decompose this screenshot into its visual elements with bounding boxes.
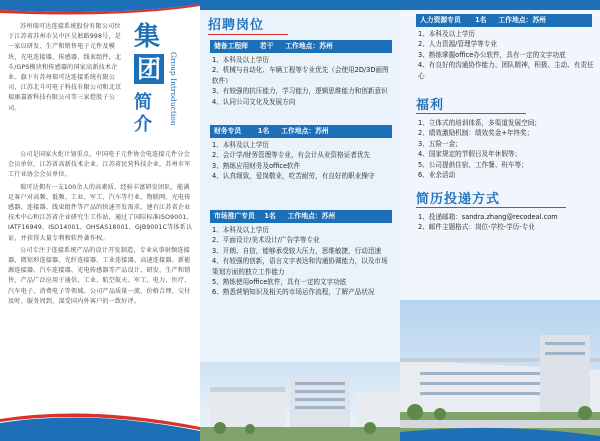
requirement-item: 3、熟练应用财务及office软件 (212, 161, 301, 170)
section-divider (208, 34, 288, 35)
job-title: 市场推广专员 (214, 212, 255, 220)
welfare-list (418, 118, 594, 180)
section-divider (416, 207, 566, 208)
requirement-item: 2、平面设计/美术设计/广告学等专业 (212, 236, 320, 245)
intro-paragraph-3: 瑞可达拥有一支100余人的高素质、经验丰富研发团队，能满足客户对高频、低频、工业、军工、汽车等行业、物联网、光电传感器、连接器、线束组件等产品的快速开发需求，建有江苏省企业技术中心和江苏省企业研究生工作站，通过了国际标准ISO9001、IATF16949、ISO14001、OHSAS18001、GJB9001C等体系认证，并获得大量专利和软件著作权。 (8, 183, 193, 242)
title-english-vertical (166, 52, 180, 152)
job-count: 1名 (257, 127, 270, 135)
job-count: 1名 (474, 16, 487, 24)
title-char-jie: 介 (134, 114, 152, 135)
job-count: 若干 (259, 42, 274, 50)
requirement-item: 2、人力资源/管理学等专业 (418, 40, 497, 49)
panel-company-intro (0, 0, 200, 441)
job-title: 财务专员 (214, 127, 242, 135)
panel-hr-welfare-resume (400, 0, 600, 441)
title-char-tuan: 团 (134, 54, 164, 84)
requirement-item: 1、本科及以上学历 (212, 226, 269, 234)
section-title-jobs: 招聘岗位 (208, 18, 265, 33)
welfare-item: 1、立体式的培训体系，多渠道发展空间； (418, 119, 541, 127)
intro-paragraph-1: 苏州瑞可达连接系统股份有限公司位于江苏省苏州市吴中区吴淞路998号，是一家以研发、生产和销售电子元件及模块，光电连接器、传感器、线束组件，北斗/GPS模块和传感器的国家高新技术企业。旗下有苏州瑞可达连接系统有限公司、江苏北斗可电子科技有限公司和北京瑞康嘉新科技有限公司等三家控股子公司。 (8, 23, 122, 112)
job-requirements-reserve-engineer (212, 55, 394, 107)
title-char-ji: 集 (134, 22, 161, 52)
resume-subject-item: 2、邮件主题格式：岗位-学校-学历-专业 (418, 223, 535, 232)
top-band (400, 0, 600, 10)
factory-building-illustration (200, 362, 400, 441)
requirement-item: 3、有较强的抗压能力，学习能力，逻辑思维能力和创新意识 (212, 87, 388, 96)
job-count: 1名 (264, 212, 276, 220)
requirement-item: 5、熟练使用office软件，具有一定的文字功底 (212, 278, 347, 287)
intro-text-top (8, 22, 126, 116)
job-location: 工作地点：苏州 (285, 42, 333, 50)
requirement-item: 2、会计学/财务管理等专业，有会计从业资格证者优先 (212, 151, 371, 160)
section-title-resume: 简历投递方式 (416, 192, 501, 207)
section-divider (416, 113, 526, 114)
job-location: 工作地点：苏州 (281, 127, 329, 135)
top-wave-decoration (0, 0, 200, 16)
job-title: 储备工程师 (214, 42, 248, 50)
job-title: 人力资源专员 (420, 16, 461, 24)
welfare-item: 2、绩效激励机制：绩效奖金+年终奖； (418, 129, 534, 138)
headquarters-building-illustration (400, 300, 600, 441)
job-location: 工作地点：苏州 (287, 212, 336, 220)
section-title-welfare: 福利 (416, 98, 445, 113)
requirement-item: 4、认真细致，爱岗敬业，吃苦耐劳，有良好的职业操守 (212, 172, 375, 181)
requirement-item: 1、本科及以上学历 (212, 56, 269, 64)
group-intro-title (134, 22, 194, 152)
requirement-item: 3、熟练掌握office办公软件，具有一定的文字功底 (418, 50, 566, 59)
requirement-item: 4、有较强的创新，语言文字表达和沟通协调能力，以及市场策划方面的独立工作能力 (212, 257, 388, 276)
top-band (200, 0, 400, 10)
welfare-item: 3、五险一金； (418, 139, 462, 148)
job-header-hr-specialist (416, 14, 592, 27)
welfare-item: 5、公司提供住宿、工作餐、班车等； (418, 160, 528, 169)
requirement-item: 3、开朗、自信，能够承受较大压力，思维敏捷，行动迅速 (212, 246, 382, 255)
intro-paragraph-2: 公司是国家火炬计划重点，中国电子元件协会电连接元件分会会员单位，江苏省高新技术企业，江苏省民营科技企业，苏州市军工行业协会会员单位。 (8, 151, 191, 179)
job-requirements-finance-specialist (212, 140, 394, 182)
intro-text-body (8, 150, 194, 309)
resume-email-item[interactable]: 1、投递邮箱：sandra.zhang@recodeal.com (418, 213, 558, 221)
resume-methods-list (418, 212, 594, 233)
requirement-item: 2、机械与自动化、车辆工程等专业优先（会使用2D/3D画图软件） (212, 66, 389, 85)
job-requirements-marketing-specialist (212, 225, 394, 298)
job-requirements-hr-specialist (418, 29, 594, 81)
title-char-jian: 简 (134, 92, 152, 113)
job-header-marketing-specialist (210, 210, 392, 223)
bottom-wave-decoration (0, 401, 200, 441)
intro-paragraph-4: 公司专注于连接系统产品的设计开发制造，专业从事射频连接器、微矩形连接器、光纤连接器、工业连接器、高速连接器、新能源连接器、汽车连接器、光电传感器等产品设计、研发、生产和销售，产品广泛应用于通信、工业、航空航天、军工、电力、医疗、汽车电子、消费电子等领域。公司产品质量一流、价格合理、交付及时、服务周到，深受国内外客户的一致好评。 (8, 246, 191, 305)
requirement-item: 1、本科及以上学历 (212, 141, 269, 149)
requirement-item: 4、有良好的沟通协作能力、团队精神，积极、主动、有责任心 (418, 61, 594, 80)
job-header-reserve-engineer (210, 40, 392, 53)
welfare-item: 6、业余活动 (418, 171, 456, 180)
job-header-finance-specialist (210, 125, 392, 138)
title-english-text: Group Introduction (169, 52, 178, 126)
job-location: 工作地点：苏州 (498, 16, 546, 24)
panel-job-openings (200, 0, 400, 441)
requirement-item: 6、熟悉营销知识及相关的市场运作流程，了解产品状况 (212, 288, 375, 297)
requirement-item: 1、本科及以上学历 (418, 30, 475, 38)
requirement-item: 4、认同公司文化及发展方向 (212, 97, 296, 106)
welfare-item: 4、国家规定的节假日及年休假等； (418, 150, 522, 159)
